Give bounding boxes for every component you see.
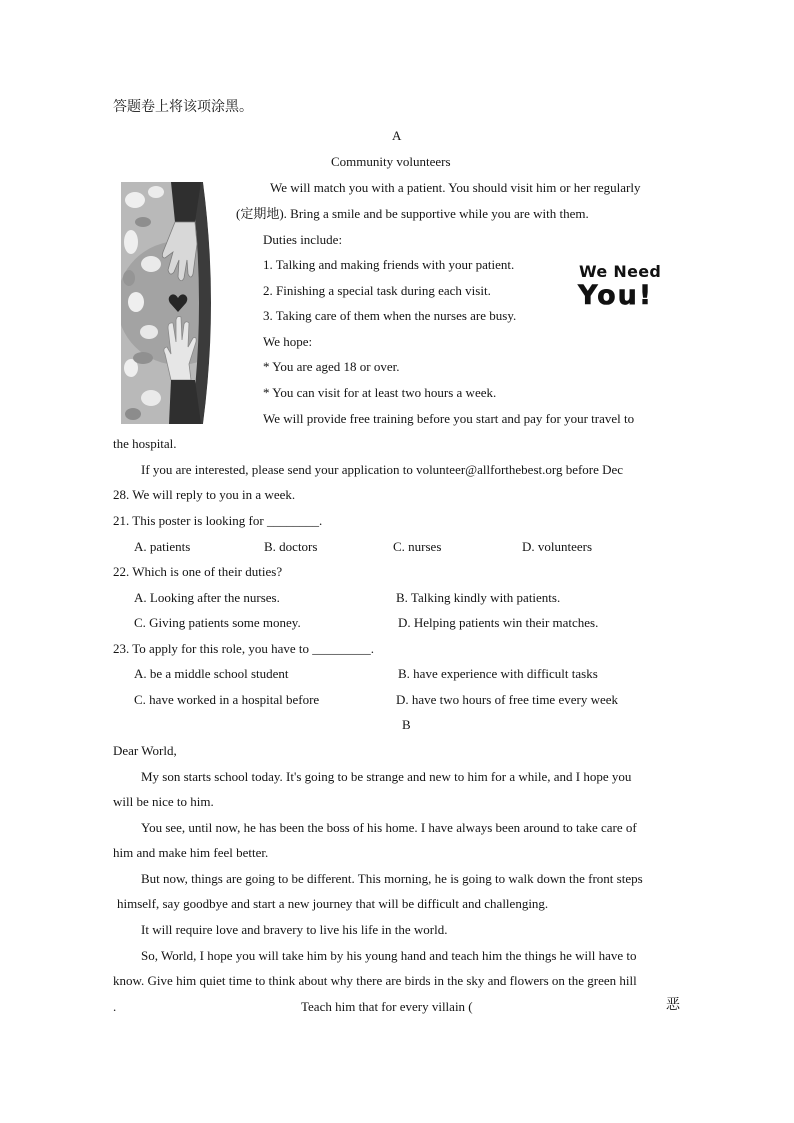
- passage-b-line-6: himself, say goodbye and start a new journey that will be difficult and challenging.: [117, 896, 549, 911]
- passage-a-line-12: If you are interested, please send your application to volunteer@allforthebest.org before Dec: [141, 462, 624, 477]
- question-23-option-d: D. have two hours of free time every week: [396, 692, 618, 707]
- question-22-option-c: C. Giving patients some money.: [134, 615, 301, 630]
- question-22-stem: 22. Which is one of their duties?: [113, 564, 283, 579]
- passage-b-line-4: him and make him feel better.: [113, 845, 269, 860]
- question-22-option-a: A. Looking after the nurses.: [134, 590, 280, 605]
- question-21-option-c: C. nurses: [393, 539, 442, 554]
- question-23-option-a: A. be a middle school student: [134, 666, 289, 681]
- passage-b-line-3: You see, until now, he has been the boss of his home. I have always been around to take care of: [141, 820, 637, 835]
- passage-a-line-10: We will provide free training before you start and pay for your travel to: [263, 411, 635, 426]
- question-23-option-c: C. have worked in a hospital before: [134, 692, 320, 707]
- badge-line-1: We Need: [579, 262, 662, 281]
- question-22-option-b: B. Talking kindly with patients.: [396, 590, 561, 605]
- passage-a-line-1: We will match you with a patient. You should visit him or her regularly: [270, 180, 641, 195]
- question-21-option-a: A. patients: [134, 539, 191, 554]
- passage-b-last-line-start: .: [113, 999, 117, 1014]
- duty-item-3: 3. Taking care of them when the nurses are busy.: [263, 308, 517, 323]
- passage-a-label: A: [392, 128, 402, 143]
- passage-a-line-11: the hospital.: [113, 436, 177, 451]
- passage-b-last-line-middle: Teach him that for every villain (: [301, 999, 473, 1014]
- hope-item-2: * You can visit for at least two hours a week.: [263, 385, 497, 400]
- passage-b-last-line-end: 恶: [666, 998, 680, 1013]
- passage-b-label: B: [402, 717, 411, 732]
- question-23-stem: 23. To apply for this role, you have to _________.: [113, 641, 374, 656]
- passage-b-line-1: My son starts school today. It's going to be strange and new to him for a while, and I hope you: [141, 769, 632, 784]
- duty-item-1: 1. Talking and making friends with your patient.: [263, 257, 515, 272]
- header-instruction: 答题卷上将该项涂黑。: [113, 100, 253, 115]
- badge-line-2: You!: [578, 280, 654, 311]
- passage-b-line-9: know. Give him quiet time to think about why there are birds in the sky and flowers on the green hill: [113, 973, 637, 988]
- question-21-stem: 21. This poster is looking for ________.: [113, 513, 323, 528]
- duty-item-2: 2. Finishing a special task during each visit.: [263, 283, 491, 298]
- passage-b-line-8: So, World, I hope you will take him by his young hand and teach him the things he will have to: [141, 948, 637, 963]
- passage-a-title: Community volunteers: [331, 154, 451, 169]
- passage-a-line-13: 28. We will reply to you in a week.: [113, 487, 296, 502]
- passage-b-line-7: It will require love and bravery to live his life in the world.: [141, 922, 448, 937]
- passage-a-line-2: (定期地). Bring a smile and be supportive while you are with them.: [236, 206, 589, 221]
- hope-heading: We hope:: [263, 334, 313, 349]
- we-need-you-graphic: [578, 263, 664, 310]
- hands-with-heart-illustration: [121, 182, 214, 424]
- duties-heading: Duties include:: [263, 232, 343, 247]
- passage-b-line-2: will be nice to him.: [113, 794, 214, 809]
- question-23-option-b: B. have experience with difficult tasks: [398, 666, 598, 681]
- question-21-option-d: D. volunteers: [522, 539, 593, 554]
- hope-item-1: * You are aged 18 or over.: [263, 359, 400, 374]
- question-21-option-b: B. doctors: [264, 539, 318, 554]
- question-22-option-d: D. Helping patients win their matches.: [398, 615, 599, 630]
- letter-salutation: Dear World,: [113, 743, 177, 758]
- passage-b-line-5: But now, things are going to be different. This morning, he is going to walk down the front steps: [141, 871, 643, 886]
